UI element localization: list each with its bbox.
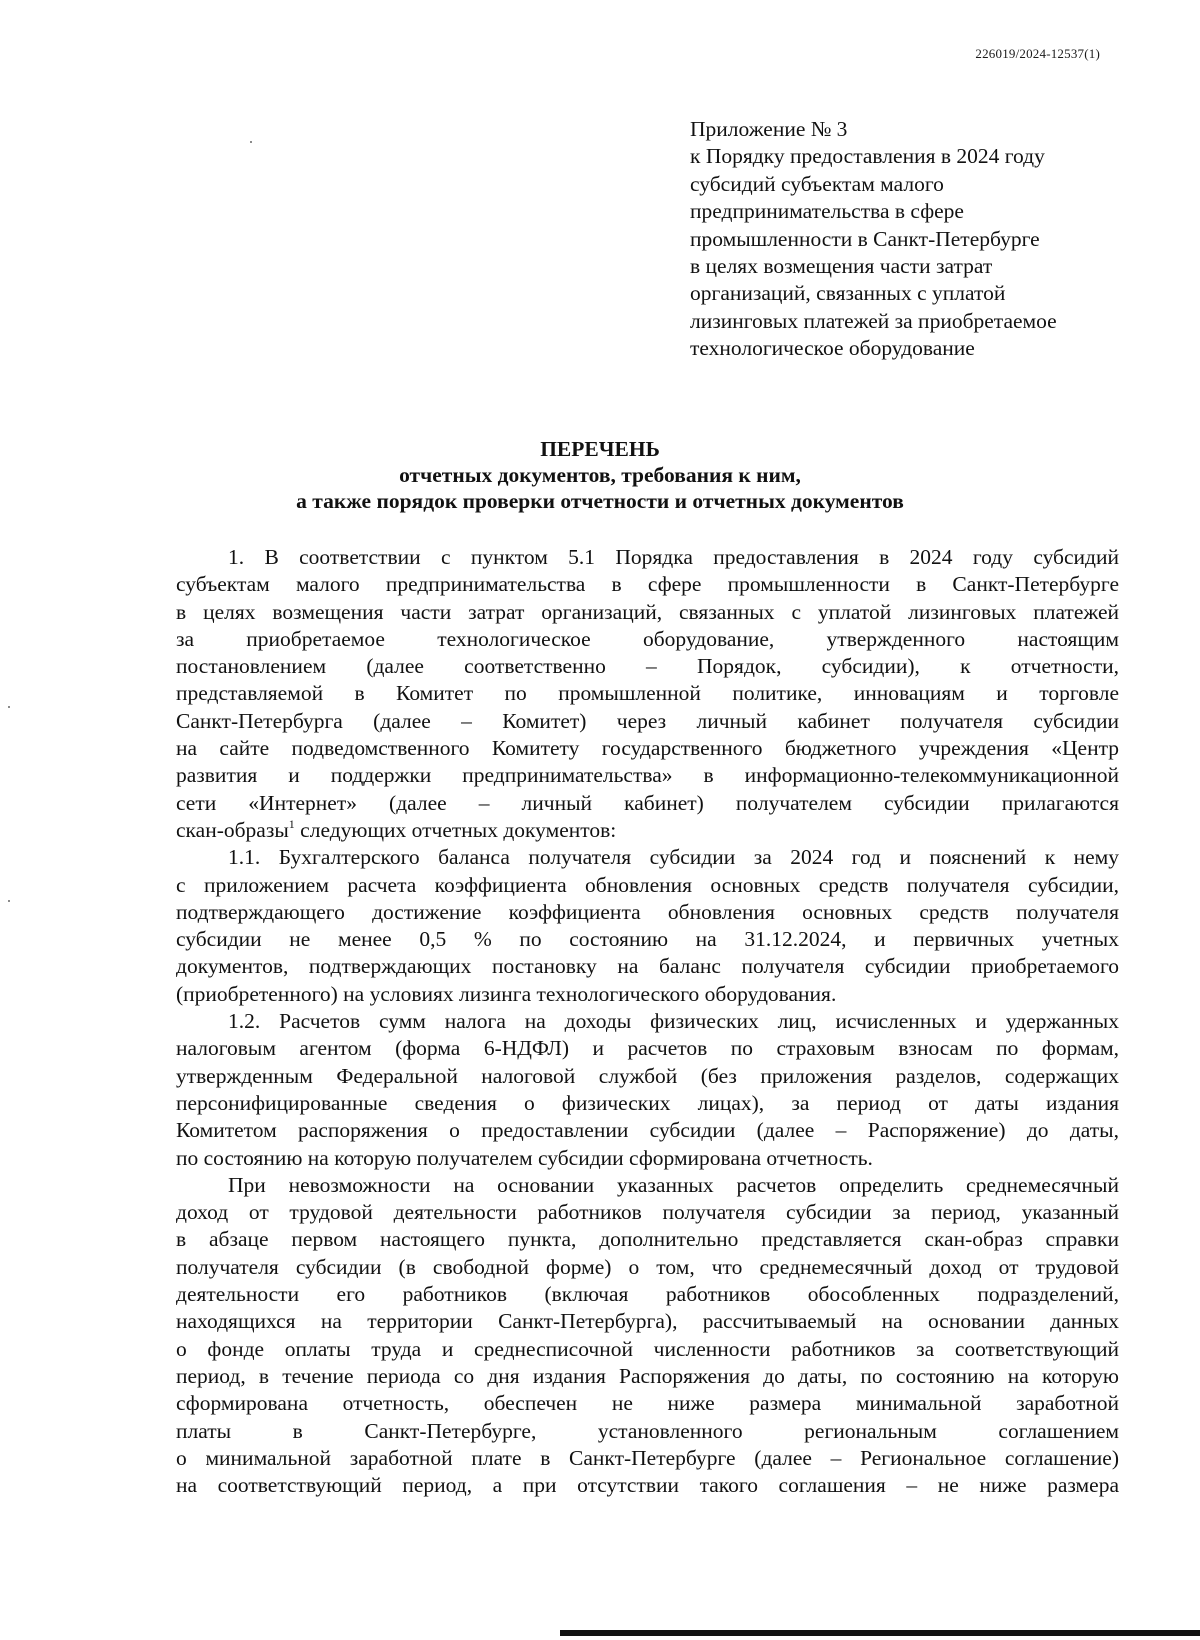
text-line: постановлением (далее соответственно – Порядок, субсидии), к отчетности, — [176, 654, 1119, 679]
appendix-line: организаций, связанных с уплатой — [690, 281, 1006, 306]
text-line: находящихся на территории Санкт-Петербурга), рассчитываемый на основании данных — [176, 1309, 1119, 1334]
text-line: получателя субсидии (в свободной форме) о том, что среднемесячный доход от трудовой — [176, 1254, 1119, 1279]
appendix-line: в целях возмещения части затрат — [690, 254, 993, 279]
text-fragment: скан-образы — [176, 817, 289, 842]
paragraph-1-2-continued — [176, 1172, 1119, 1500]
text-line: период, в течение периода со дня издания Распоряжения до даты, по состоянию на которую — [176, 1363, 1119, 1388]
appendix-line: предпринимательства в сфере — [690, 199, 964, 224]
appendix-line: Приложение № 3 — [690, 117, 848, 141]
document-title — [0, 436, 1200, 514]
scan-speck — [8, 900, 10, 902]
appendix-line: промышленности в Санкт-Петербурге — [690, 226, 1040, 251]
title-subtitle: а также порядок проверки отчетности и отчетных документов — [296, 489, 904, 513]
text-line: субсидии не менее 0,5 % по состоянию на 31.12.2024, и первичных учетных — [176, 927, 1119, 952]
appendix-line: субсидий субъектам малого — [690, 171, 944, 196]
scan-speck — [8, 706, 10, 708]
text-line: сформирована отчетность, обеспечен не ниже размера минимальной заработной — [176, 1391, 1119, 1416]
text-line: на соответствующий период, а при отсутствии такого соглашения – не ниже размера — [176, 1473, 1119, 1498]
text-line: утвержденным Федеральной налоговой службой (без приложения разделов, содержащих — [176, 1063, 1119, 1088]
title-subtitle: отчетных документов, требования к ним, — [399, 463, 801, 487]
text-line: о минимальной заработной плате в Санкт-Петербурге (далее – Региональное соглашение) — [176, 1445, 1119, 1470]
title-main: ПЕРЕЧЕНЬ — [540, 437, 660, 461]
text-line: сети «Интернет» (далее – личный кабинет) получателем субсидии прилагаются — [176, 790, 1119, 815]
text-line: платы в Санкт-Петербурге, установленного региональным соглашением — [176, 1418, 1119, 1443]
text-line: Санкт-Петербурга (далее – Комитет) через личный кабинет получателя субсидии — [176, 708, 1119, 733]
document-registration-number: 226019/2024-12537(1) — [975, 46, 1100, 61]
text-line: 1.2. Расчетов сумм налога на доходы физических лиц, исчисленных и удержанных — [228, 1009, 1119, 1034]
text-fragment: следующих отчетных документов: — [294, 817, 617, 842]
text-line: При невозможности на основании указанных расчетов определить среднемесячный — [228, 1172, 1119, 1197]
text-line: 1. В соответствии с пунктом 5.1 Порядка предоставления в 2024 году субсидий — [228, 545, 1119, 569]
paragraph-1 — [176, 544, 1119, 844]
appendix-line: технологическое оборудование — [690, 336, 975, 361]
footnote-marker: 1 — [288, 816, 295, 831]
text-line: субъектам малого предпринимательства в сфере промышленности в Санкт-Петербурге — [176, 572, 1119, 597]
text-line: деятельности его работников (включая работников обособленных подразделений, — [176, 1282, 1119, 1307]
text-line: о фонде оплаты труда и среднесписочной численности работников за соответствующий — [176, 1336, 1119, 1361]
scan-edge-bar — [560, 1630, 1200, 1636]
text-line: с приложением расчета коэффициента обновления основных средств получателя субсидии, — [176, 872, 1119, 897]
text-line: 1.1. Бухгалтерского баланса получателя субсидии за 2024 год и пояснений к нему — [228, 845, 1119, 870]
text-line: подтверждающего достижение коэффициента обновления основных средств получателя — [176, 899, 1119, 924]
paragraph-1-2 — [176, 1008, 1119, 1172]
text-line: за приобретаемое технологическое оборудование, утвержденного настоящим — [176, 626, 1119, 651]
document-body — [176, 544, 1119, 1499]
text-line: персонифицированные сведения о физических лицах), за период от даты издания — [176, 1090, 1119, 1115]
text-line: на сайте подведомственного Комитету государственного бюджетного учреждения «Центр — [176, 736, 1119, 761]
text-line: представляемой в Комитет по промышленной политике, инновациям и торговле — [176, 681, 1119, 706]
text-line: доход от трудовой деятельности работников получателя субсидии за период, указанный — [176, 1200, 1119, 1225]
text-line: Комитетом распоряжения о предоставлении субсидии (далее – Распоряжение) до даты, — [176, 1118, 1119, 1143]
scan-speck — [250, 141, 252, 143]
paragraph-1-1 — [176, 844, 1119, 1008]
appendix-header — [690, 116, 1110, 363]
text-line: (приобретенного) на условиях лизинга технологического оборудования. — [176, 981, 837, 1006]
text-line: развития и поддержки предпринимательства» в информационно-телекоммуникационной — [176, 763, 1119, 788]
text-line: в абзаце первом настоящего пункта, дополнительно представляется скан-образ справки — [176, 1227, 1119, 1252]
appendix-line: лизинговых платежей за приобретаемое — [690, 308, 1057, 333]
text-line — [176, 817, 1119, 844]
text-line: налоговым агентом (форма 6-НДФЛ) и расчетов по страховым взносам по формам, — [176, 1036, 1119, 1061]
text-line: по состоянию на которую получателем субсидии сформирована отчетность. — [176, 1145, 873, 1170]
appendix-line: к Порядку предоставления в 2024 году — [690, 144, 1045, 169]
text-line: документов, подтверждающих постановку на баланс получателя субсидии приобретаемого — [176, 954, 1119, 979]
text-line: в целях возмещения части затрат организаций, связанных с уплатой лизинговых платежей — [176, 599, 1119, 624]
